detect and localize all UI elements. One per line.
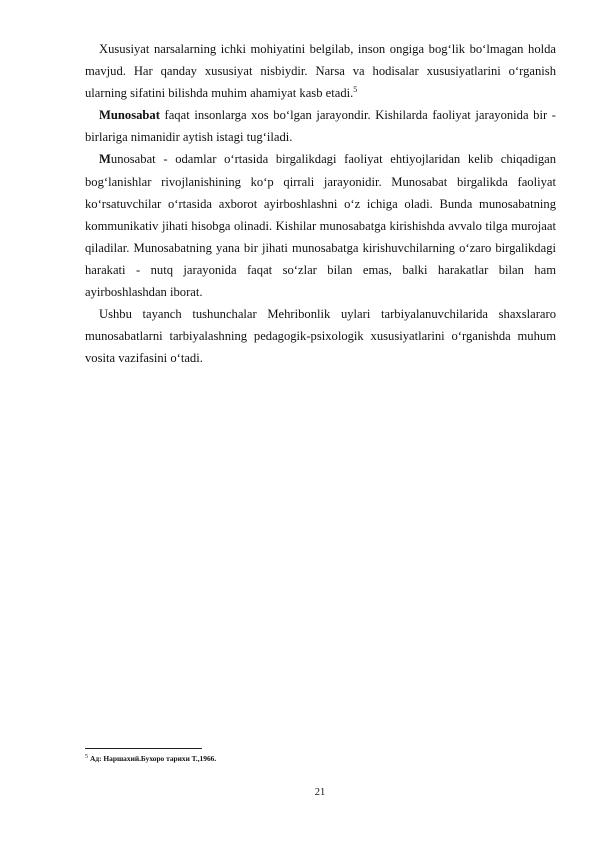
- paragraph-munosabat-definition: [85, 104, 556, 148]
- paragraph-munosabat-process: [85, 148, 556, 303]
- drop-letter: M: [99, 152, 111, 167]
- footnote-divider: [85, 748, 202, 749]
- page-number: 21: [314, 787, 326, 798]
- paragraph-text: faqat insonlarga xos bo‘lgan jarayondir. Kishilarda faoliyat jarayonida bir - birlariga nimanidir aytish istagi tug‘iladi.: [85, 108, 556, 145]
- footnote-reference[interactable]: 5: [353, 85, 358, 94]
- paragraph-text: unosabat - odamlar o‘rtasida birgalikdagi faoliyat ehtiyojlaridan kelib chiqadigan bog‘lanishlar rivojlanishining ko‘p qirrali jarayonidir. Munosabat birgalikda faoliyat ko‘rsatuvchilar o‘rtasida axborot ayirboshlashni o‘z ichiga oladi. Bunda munosabatning kommunikativ jihati hisobga olinadi. Kishilar munosabatga kirishishda avvalo tilga murojaat qiladilar. Munosabatning yana bir jihati munosabatga kirishuvchilarning o‘zaro birgalikdagi harakati - nutq jarayonida faqat so‘zlar bilan emas, balki harakatlar bilan ham ayirboshlashdan iborat.: [85, 152, 556, 300]
- paragraph-text: Xususiyat narsalarning ichki mohiyatini belgilab, inson ongiga bog‘lik bo‘lmagan holda mavjud. Har qanday xususiyat nisbiydir. Narsa va hodisalar xususiyatlarini o‘rganish ularning sifatini bilishda muhim ahamiyat kasb etadi.: [85, 42, 556, 101]
- term-munosabat: Munosabat: [99, 108, 160, 123]
- footnote-text: Ад: Наршахий.Бухоро тарихи Т.,1966.: [90, 754, 217, 763]
- paragraph-xususiyat: [85, 38, 556, 104]
- footnote: [85, 753, 545, 764]
- footnote-mark: 5: [85, 753, 88, 760]
- paragraph-conclusion: [85, 303, 556, 369]
- body-text: [85, 38, 556, 369]
- paragraph-text: Ushbu tayanch tushunchalar Mehribonlik uylari tarbiyalanuvchilarida shaxslararo munosabatlarni tarbiyalashning pedagogik-psixologik xususiyatlarini o‘rganishda muhum vosita vazifasini o‘tadi.: [85, 307, 556, 366]
